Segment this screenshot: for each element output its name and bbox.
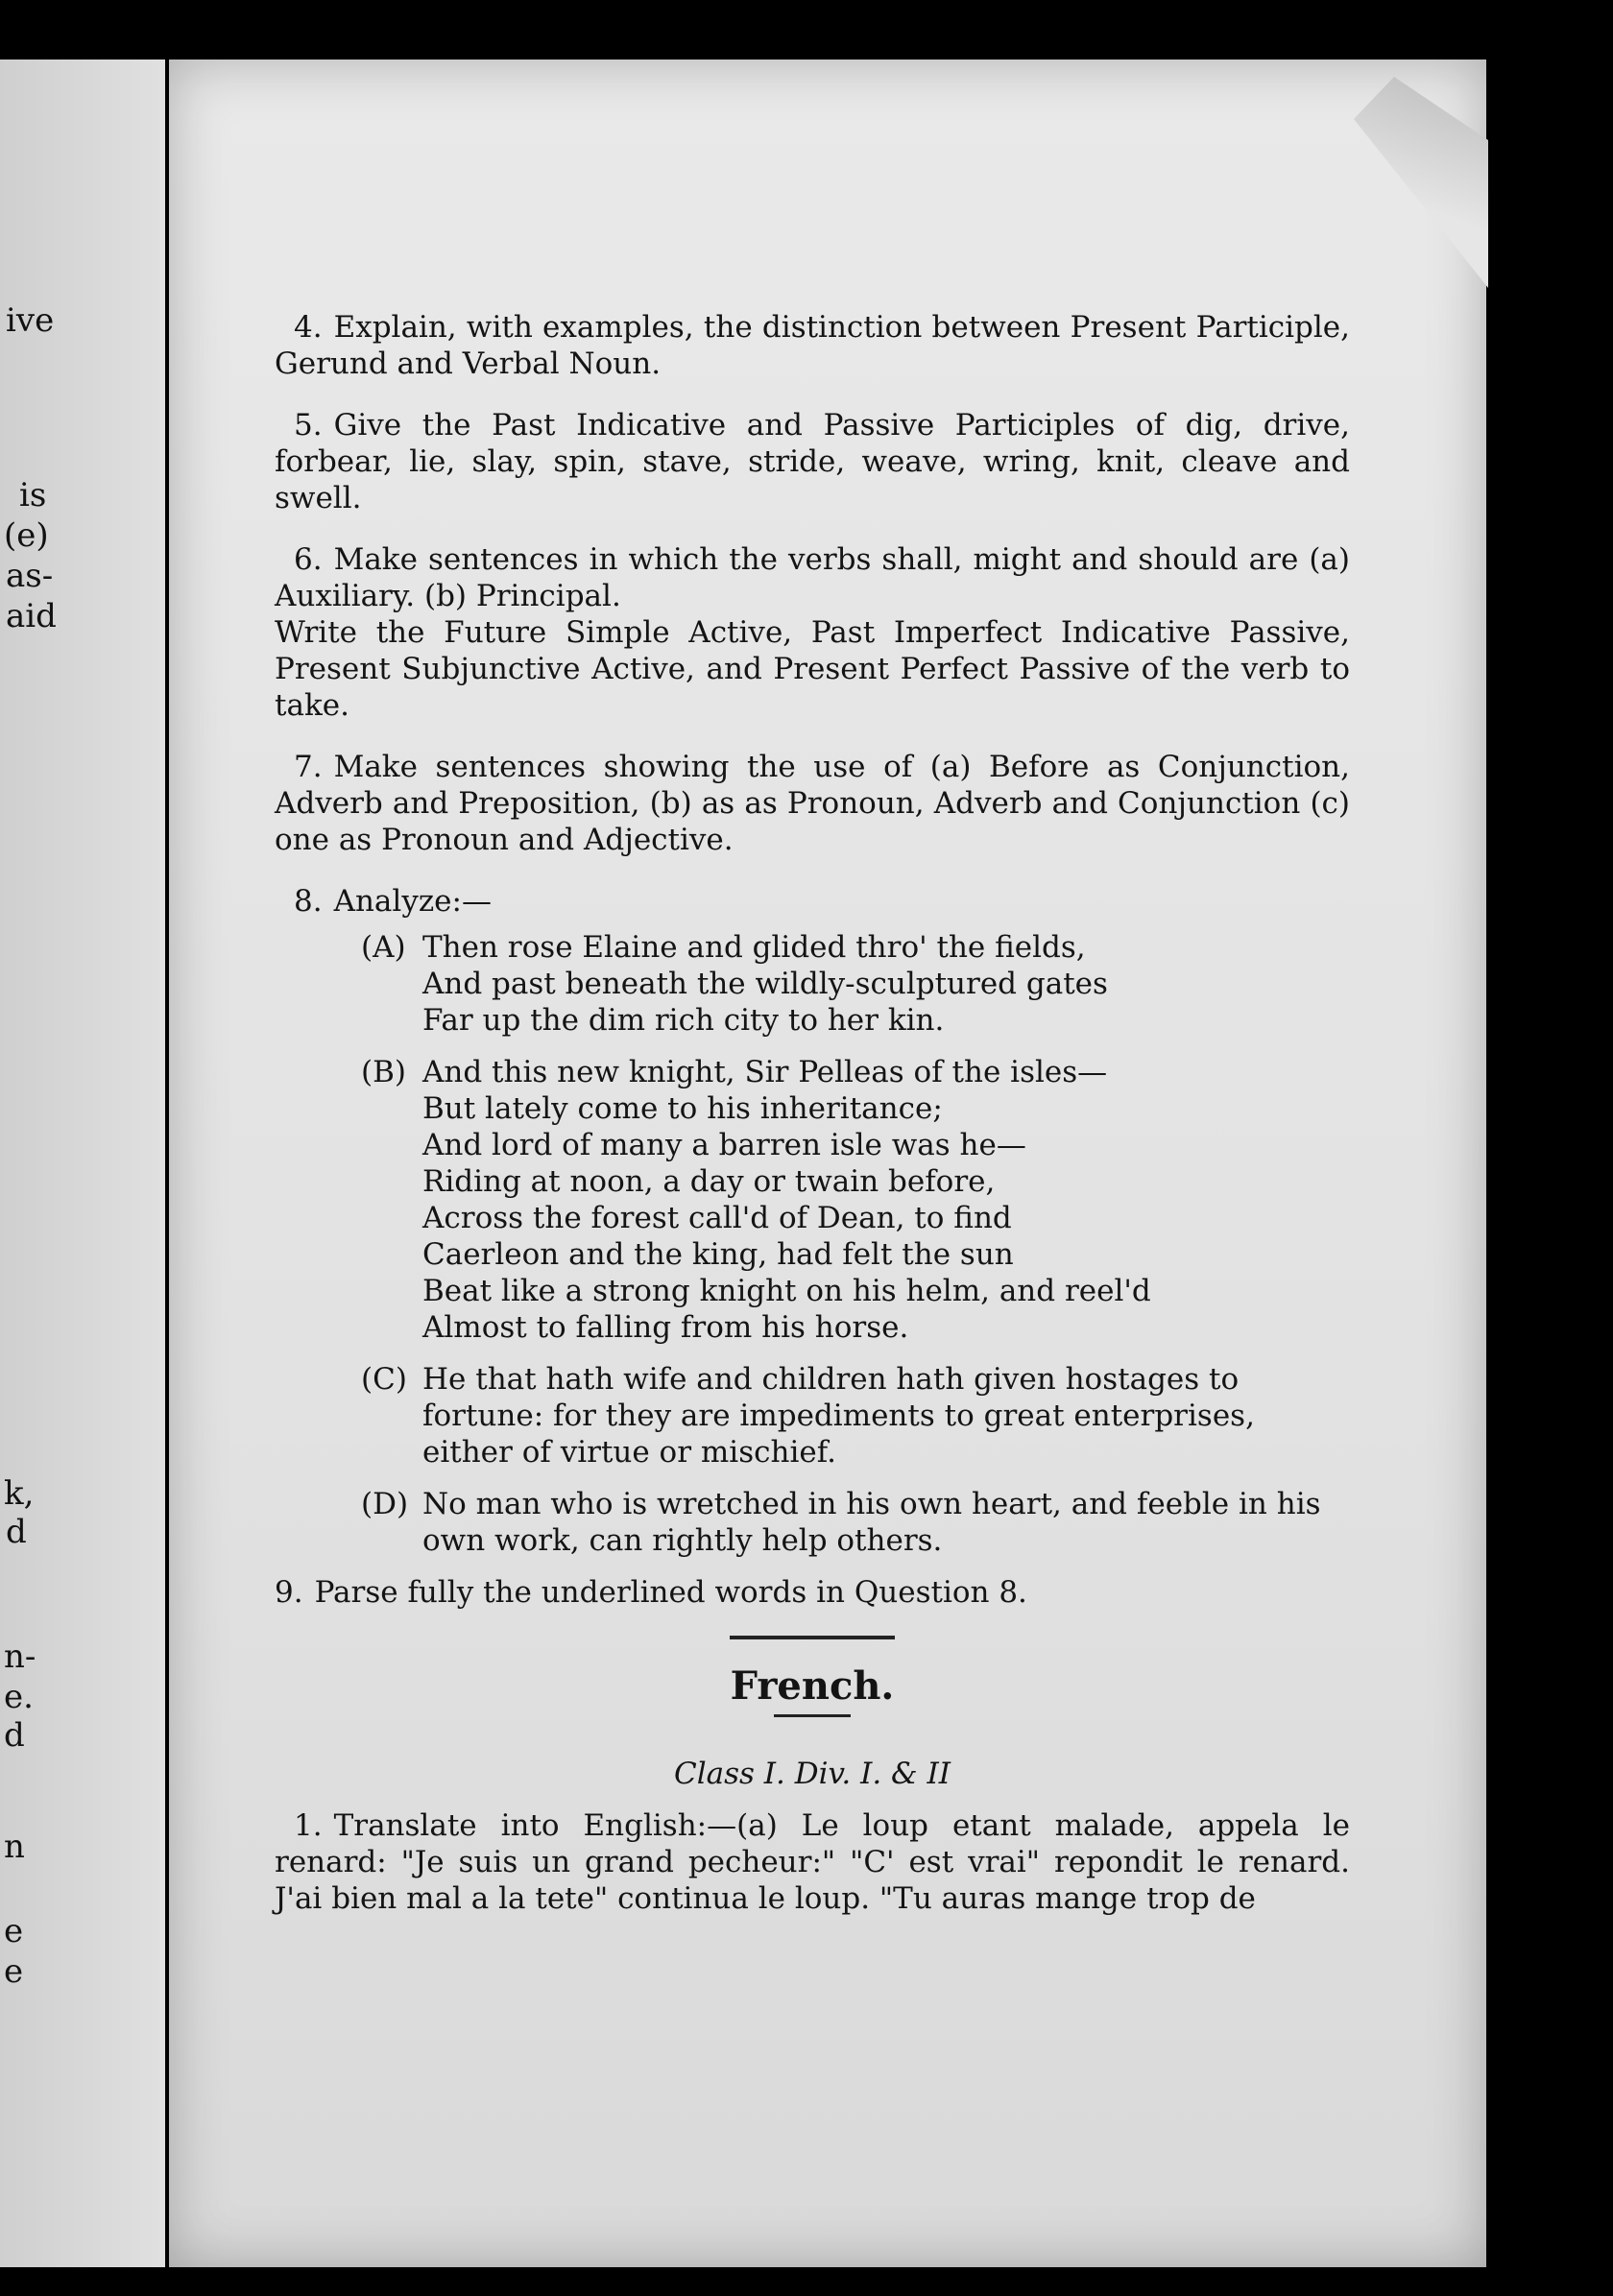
exam-text xyxy=(275,309,1350,1942)
question-6: 6. Make sentences in which the verbs shall, might and should are (a) Auxiliary. (b) Principal. Write the Future Simple Active, Past Imperfect Indicative Passive, Present Subjunctive Active, and Present Perfect Passive of the verb to take. xyxy=(275,542,1350,723)
french-question-1: 1. Translate into English:—(a) Le loup etant malade, appela le renard: "Je suis un grand pecheur:" "C' est vrai" repondit le renard. J'ai bien mal a la tete" continua le loup. "Tu auras mange trop de xyxy=(275,1808,1350,1916)
analyze-block-d: (D) No man who is wretched in his own heart, and feeble in his own work, can rightly help others. xyxy=(361,1486,1350,1559)
margin-fragment: k, xyxy=(4,1474,35,1513)
margin-fragment: n xyxy=(4,1828,25,1866)
verse-line: Across the forest call'd of Dean, to find xyxy=(422,1201,1012,1235)
margin-fragment: n- xyxy=(4,1638,36,1676)
prose-line: No man who is wretched in his own heart, and feeble in his own work, can rightly help others. xyxy=(422,1487,1321,1558)
question-5: 5. Give the Past Indicative and Passive Participles of dig, drive, forbear, lie, slay, spin, stave, stride, weave, wring, knit, cleave and swell. xyxy=(275,408,1350,515)
verse-line: Riding at noon, a day or twain before, xyxy=(422,1164,996,1199)
question-6-extra: Write the Future Simple Active, Past Imperfect Indicative Passive, Present Subjunctive Active, and Present Perfect Passive of the verb to take. xyxy=(275,615,1350,723)
margin-fragment: is xyxy=(19,476,47,514)
previous-page-edge xyxy=(0,60,165,2267)
section-heading-french: French. xyxy=(730,1663,895,1709)
margin-fragment: (e) xyxy=(4,516,49,555)
analyze-block-c: (C) He that hath wife and children hath given hostages to fortune: for they are impediments to great enterprises, either of virtue or mischief. xyxy=(361,1361,1350,1471)
margin-fragment: e. xyxy=(4,1678,34,1716)
margin-fragment: ive xyxy=(6,301,55,340)
class-label: Class I. Div. I. & II xyxy=(674,1757,951,1791)
analyze-block-b: (B) And this new knight, Sir Pelleas of the isles— But lately come to his inheritance; And lord of many a barren isle was he— Riding at noon, a day or twain before, Across the forest call'd of Dean, to find Caerleon and the king, had felt the sun Beat like a strong knight on his helm, and reel'd Almost to falling from his horse. xyxy=(361,1054,1350,1346)
margin-fragment: d xyxy=(4,1716,25,1755)
verse-line: And this new knight, Sir Pelleas of the isles— xyxy=(422,1055,1108,1089)
question-9: 9. Parse fully the underlined words in Question 8. xyxy=(275,1575,1027,1610)
verse-line: Almost to falling from his horse. xyxy=(422,1310,909,1345)
analyze-block-a: (A) Then rose Elaine and glided thro' the fields, And past beneath the wildly-sculptured gates Far up the dim rich city to her kin. xyxy=(361,929,1350,1039)
margin-fragment: aid xyxy=(6,597,57,635)
margin-fragment: e xyxy=(4,1952,24,1991)
verse-line: Beat like a strong knight on his helm, and reel'd xyxy=(422,1274,1151,1308)
verse-line: And past beneath the wildly-sculptured gates xyxy=(422,967,1108,1001)
verse-line: But lately come to his inheritance; xyxy=(422,1091,943,1126)
heading-underline xyxy=(774,1714,851,1717)
section-divider xyxy=(730,1636,895,1639)
verse-line: Far up the dim rich city to her kin. xyxy=(422,1003,945,1038)
question-7: 7. Make sentences showing the use of (a) Before as Conjunction, Adverb and Preposition, (b) as as Pronoun, Adverb and Conjunction (c) one as Pronoun and Adjective. xyxy=(275,750,1350,857)
question-4: 4. Explain, with examples, the distinction between Present Participle, Gerund and Verbal Noun. xyxy=(275,310,1350,381)
verse-line: Caerleon and the king, had felt the sun xyxy=(422,1237,1014,1272)
margin-fragment: as- xyxy=(6,557,54,595)
margin-fragment: d xyxy=(6,1513,27,1551)
verse-line: Then rose Elaine and glided thro' the fields, xyxy=(422,930,1086,965)
prose-line: He that hath wife and children hath given hostages to fortune: for they are impediments to great enterprises, either of virtue or mischief. xyxy=(422,1362,1255,1470)
verse-line: And lord of many a barren isle was he— xyxy=(422,1128,1026,1162)
margin-fragment: e xyxy=(4,1912,24,1950)
question-8: 8. Analyze:— xyxy=(294,884,492,919)
